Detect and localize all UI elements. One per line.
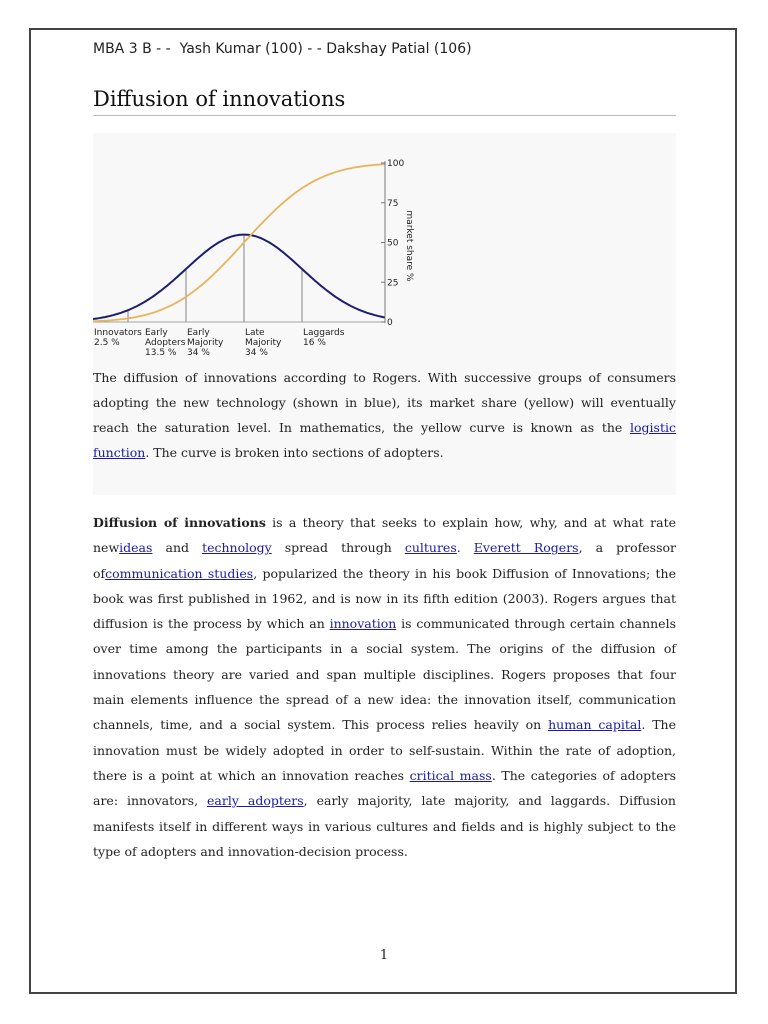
y-axis-label: market share % xyxy=(404,210,414,282)
y-tick-label: 100 xyxy=(387,159,405,169)
body-paragraph: Diffusion of innovations is a theory that seeks to explain how, why, and at what rate newideas and technology spread through cultures. Everett Rogers, a professor ofcommunication studies, popularized the theory in his book Diffusion of Innovations; the book was first published in 1962, and is now in its fifth edition (2003). Rogers argues that diffusion is the process by which an innovation is communicated through certain channels over time among the participants in a social system. The origins of the diffusion of innovations theory are varied and span multiple disciplines. Rogers proposes that four main elements influence the spread of a new idea: the innovation itself, communication channels, time, and a social system. This process relies heavily on human capital. The innovation must be widely adopted in order to self-sustain. Within the rate of adoption, there is a point at which an innovation reaches critical mass. The categories of adopters are: innovators, early adopters, early majority, late majority, and laggards. Diffusion manifests itself in different ways in various cultures and fields and is highly subject to the type of adopters and innovation-decision process. xyxy=(93,515,677,859)
market-share-curve xyxy=(93,164,385,321)
link-everett-rogers[interactable]: Everett Rogers xyxy=(473,540,579,556)
y-tick-label: 0 xyxy=(387,318,393,328)
page-header: MBA 3 B - - Yash Kumar (100) - - Dakshay Patial (106) xyxy=(93,41,472,57)
link-early-adopters[interactable]: early adopters xyxy=(207,793,304,809)
title-divider xyxy=(93,115,676,116)
link-human-capital[interactable]: human capital xyxy=(548,717,642,733)
link-cultures[interactable]: cultures xyxy=(404,540,457,556)
group-label-early-adopters: Early Adopters 13.5 % xyxy=(145,328,186,358)
document-title: Diffusion of innovations xyxy=(93,87,346,111)
group-label-innovators: Innovators 2.5 % xyxy=(94,328,142,348)
figure xyxy=(93,133,676,495)
y-tick-label: 75 xyxy=(387,198,399,209)
page-number: 1 xyxy=(379,948,389,963)
group-label-laggards: Laggards 16 % xyxy=(303,328,345,348)
link-innovation[interactable]: innovation xyxy=(329,616,397,632)
link-logistic-function[interactable]: logistic function xyxy=(93,420,676,460)
lead-term: Diffusion of innovations xyxy=(93,515,266,530)
group-label-early-majority: Early Majority 34 % xyxy=(187,328,224,358)
y-tick-label: 50 xyxy=(387,238,399,249)
group-label-late-majority: Late Majority 34 % xyxy=(245,328,282,358)
link-technology[interactable]: technology xyxy=(202,540,272,556)
diffusion-chart xyxy=(93,133,676,365)
link-critical-mass[interactable]: critical mass xyxy=(409,767,492,783)
link-communication-studies[interactable]: communication studies xyxy=(105,565,254,581)
figure-caption: The diffusion of innovations according to Rogers. With successive groups of consumers adopting the new technology (shown in blue), its market share (yellow) will eventually reach the saturation level. In mathematics, the yellow curve is known as the logistic function. The curve is broken into sections of adopters. xyxy=(93,370,676,460)
link-ideas[interactable]: ideas xyxy=(119,540,153,556)
y-tick-label: 25 xyxy=(387,278,399,289)
